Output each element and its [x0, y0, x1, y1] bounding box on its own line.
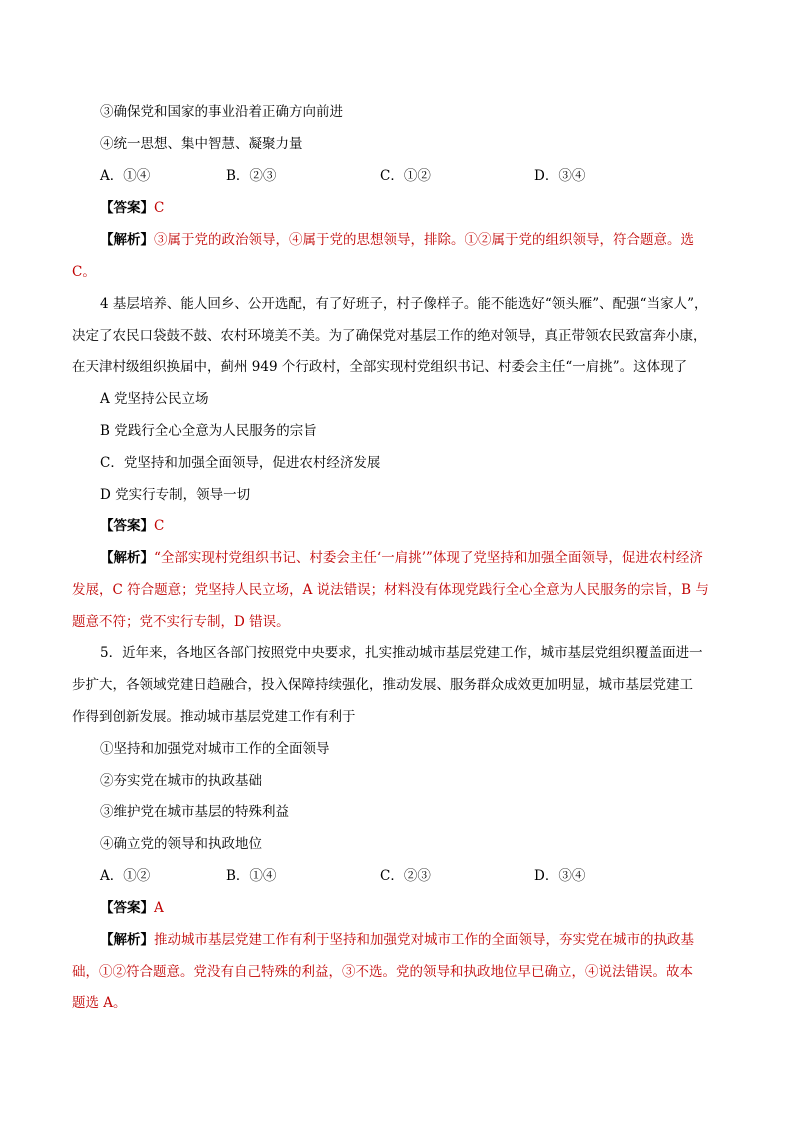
- q3-choice-a: A．①④: [100, 168, 151, 184]
- q5-choice-a: A．①②: [100, 868, 151, 884]
- q3-analysis-line-1: [100, 230, 694, 250]
- q5-stem-line-3: 作得到创新发展。推动城市基层党建工作有利于: [72, 709, 356, 725]
- answer-label: 【答案】: [100, 900, 154, 916]
- q3-analysis-line-2: C。: [72, 264, 96, 280]
- answer-value: A: [154, 900, 164, 916]
- analysis-text: ③属于党的政治领导，④属于党的思想领导，排除。①②属于党的组织领导，符合题意。选: [154, 232, 694, 248]
- q3-choice-c: C．①②: [380, 168, 431, 184]
- q5-option-4: ④确立党的领导和执政地位: [100, 836, 262, 852]
- q4-analysis-line-1: [100, 548, 703, 568]
- q5-choice-d: D．③④: [534, 868, 586, 884]
- q5-analysis-line-2: 础，①②符合题意。党没有自己特殊的利益，③不选。党的领导和执政地位早已确立，④说法错误。故本: [72, 964, 693, 980]
- q4-option-c: C．党坚持和加强全面领导，促进农村经济发展: [100, 455, 381, 471]
- q5-option-3: ③维护党在城市基层的特殊利益: [100, 804, 289, 820]
- q3-answer: [100, 198, 164, 218]
- answer-value: C: [154, 200, 165, 216]
- q3-option-3: ③确保党和国家的事业沿着正确方向前进: [100, 104, 343, 120]
- analysis-text: 推动城市基层党建工作有利于坚持和加强党对城市工作的全面领导，夯实党在城市的执政基: [154, 932, 694, 948]
- q3-choice-d: D．③④: [534, 168, 586, 184]
- analysis-label: 【解析】: [100, 932, 154, 948]
- q5-analysis-line-1: [100, 930, 694, 950]
- q5-stem-line-1: 5．近年来，各地区各部门按照党中央要求，扎实推动城市基层党建工作，城市基层党组织覆盖面进一: [100, 645, 703, 661]
- analysis-label: 【解析】: [100, 550, 154, 566]
- q5-analysis-line-3: 题选 A。: [72, 995, 127, 1011]
- answer-value: C: [154, 518, 165, 534]
- q5-stem-line-2: 步扩大，各领域党建日趋融合，投入保障持续强化，推动发展、服务群众成效更加明显，城市基层党建工: [72, 677, 693, 693]
- q5-choice-c: C．②③: [380, 868, 431, 884]
- answer-label: 【答案】: [100, 518, 154, 534]
- analysis-text: “全部实现村党组织书记、村委会主任‘一肩挑’”体现了党坚持和加强全面领导，促进农村经济: [154, 550, 703, 566]
- q4-stem-line-3: 在天津村级组织换届中，蓟州 949 个行政村，全部实现村党组织书记、村委会主任“一肩挑”。这体现了: [72, 359, 688, 375]
- q4-answer: [100, 516, 164, 536]
- answer-label: 【答案】: [100, 200, 154, 216]
- q5-answer: [100, 898, 164, 918]
- q4-stem-line-2: 决定了农民口袋鼓不鼓、农村环境美不美。为了确保党对基层工作的绝对领导，真正带领农民致富奔小康，: [72, 328, 707, 344]
- q3-option-4: ④统一思想、集中智慧、凝聚力量: [100, 136, 303, 152]
- q5-option-1: ①坚持和加强党对城市工作的全面领导: [100, 741, 330, 757]
- q4-option-d: D 党实行专制，领导一切: [100, 487, 251, 503]
- q3-choice-b: B．②③: [226, 168, 277, 184]
- q5-option-2: ②夯实党在城市的执政基础: [100, 773, 262, 789]
- q4-analysis-line-2: 发展，C 符合题意；党坚持人民立场，A 说法错误；材料没有体现党践行全心全意为人民服务的宗旨，B 与: [72, 582, 709, 598]
- q4-analysis-line-3: 题意不符；党不实行专制，D 错误。: [72, 614, 290, 630]
- q4-option-a: A 党坚持公民立场: [100, 391, 209, 407]
- q4-stem-line-1: 4 基层培养、能人回乡、公开选配，有了好班子，村子像样子。能不能选好“领头雁”、配强“当家人”，: [100, 296, 708, 312]
- analysis-label: 【解析】: [100, 232, 154, 248]
- q5-choice-b: B．①④: [226, 868, 277, 884]
- q4-option-b: B 党践行全心全意为人民服务的宗旨: [100, 423, 317, 439]
